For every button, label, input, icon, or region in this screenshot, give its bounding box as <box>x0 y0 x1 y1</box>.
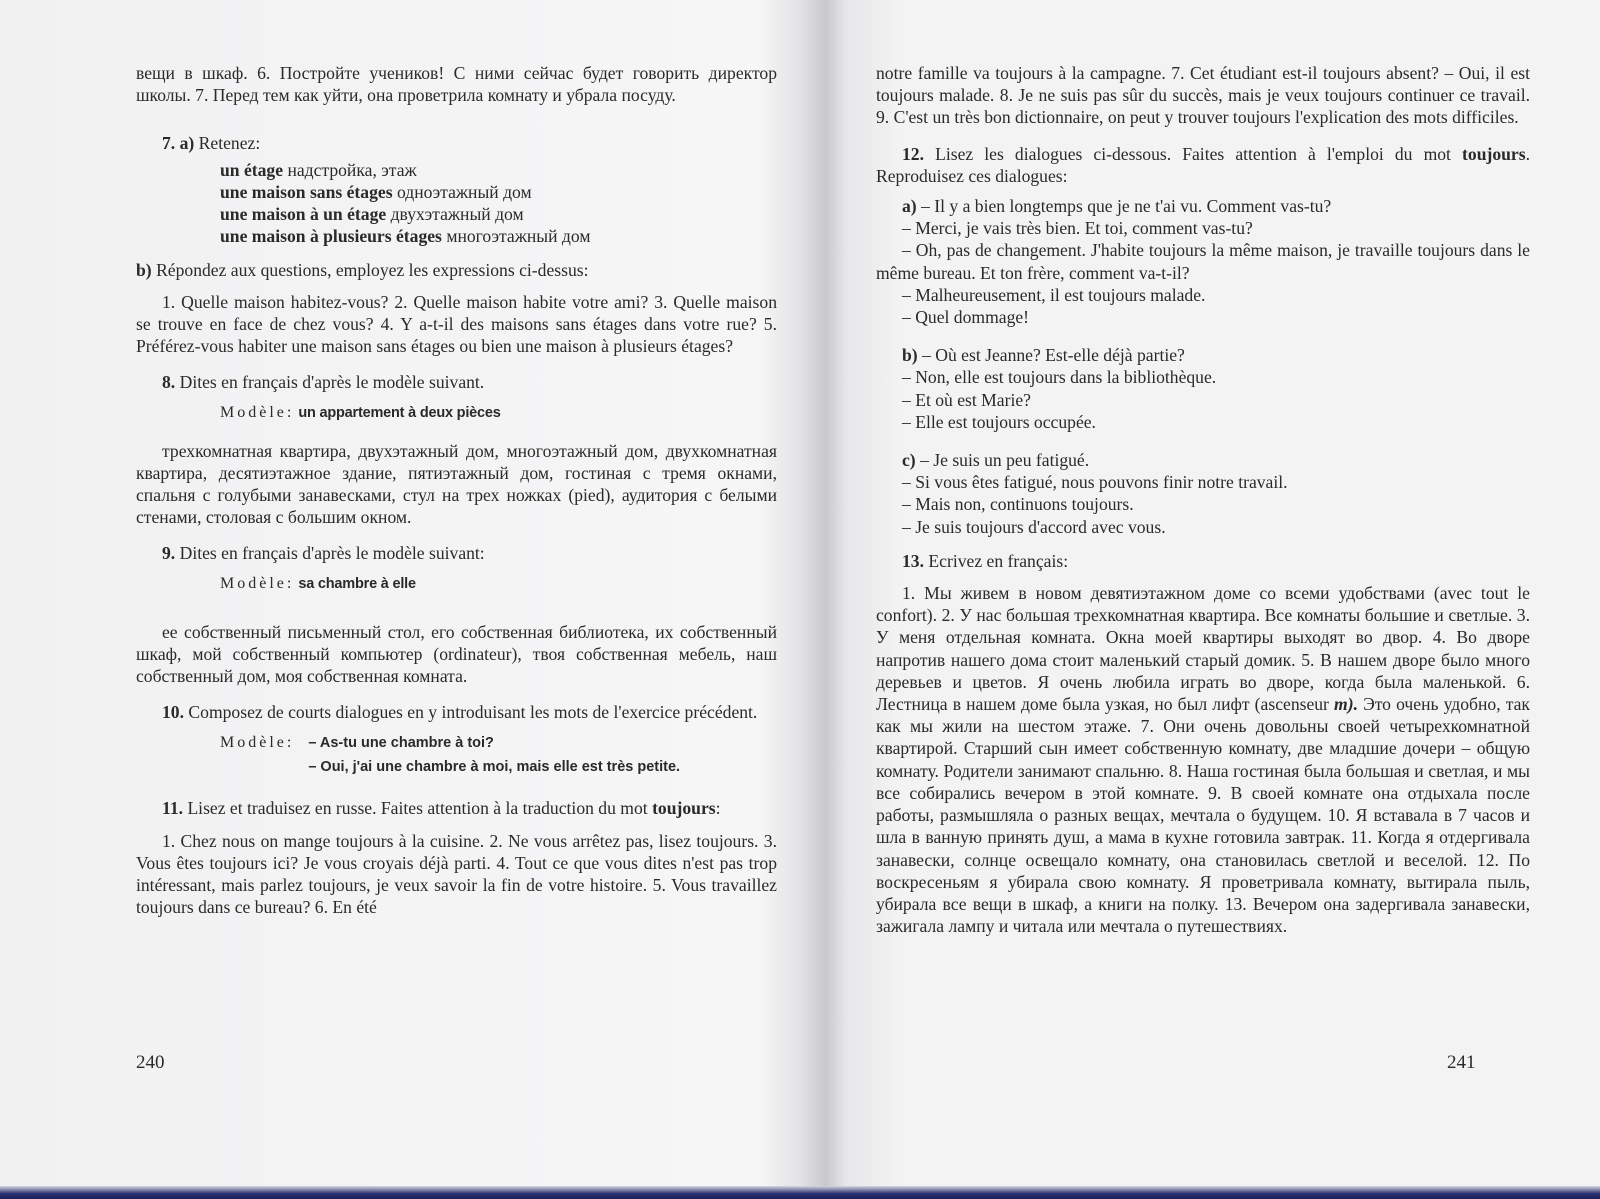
exercise-9-heading <box>136 542 777 564</box>
term-item: un étage надстройка, этаж <box>220 159 417 180</box>
keyword: toujours <box>652 798 716 819</box>
model-example: Modèle: un appartement à deux pièces <box>220 403 501 421</box>
model-example: Modèle: – As-tu une chambre à toi? – Oui, j'ai une chambre à moi, mais elle est très petite. <box>220 734 681 776</box>
exercise-13-body: 1. Мы живем в новом девятиэтажном доме со всеми удобствами (avec tout le confort). 2. У нас большая трехкомнатная квартира. Все комнаты большие и светлые. 3. У меня отдельная комната. Окна моей квартиры выходят во двор. 4. Во дворе напротив нашего дома стоит маленький старый домик. 5. В нашем дворе было много деревьев и цветов. Я очень любила играть во дворе, когда была маленькой. 6. Лестница в нашем доме была узкая, но был лифт (ascenseur m). Это очень удобно, так как мы жили на шестом этаже. 7. Они очень довольны своей четырехкомнатной квартирой. Старший сын имеет собственную комнату, две младшие дочери – общую комнату. Родители занимают спальню. 8. Наша гостиная была большая и светлая, и мы все собирались вечером в этой комнате. 9. В своей комнате она отдыхала после работы, размышляла о разных вещах, мечтала о будущем. 10. Я вставала в 7 часов и шла в ванную принять душ, а мама в кухне готовила завтрак. 11. Когда я отдергивала занавески, солнце освещало комнату, она становилась светлой и веселой. 12. По воскресеньям я убирала свою комнату. Я проветривала комнату, вытирала пыль, убирала все вещи в шкаф, а книги на полку. 13. Вечером она задергивала занавески, зажигала лампу и читала или мечтала о путешествиях. <box>876 583 1530 937</box>
term-list <box>220 159 777 247</box>
dialogue-a <box>876 195 1530 328</box>
page-number: 241 <box>1447 1052 1476 1073</box>
exercise-7b-heading <box>136 259 777 281</box>
right-page-text <box>876 62 1530 937</box>
continued-paragraph: вещи в шкаф. 6. Постройте учеников! С ними сейчас будет говорить директор школы. 7. Перед тем как уйти, она проветрила комнату и убрала посуду. <box>136 63 777 106</box>
exercise-8-heading <box>136 371 777 393</box>
dialogue-line: – Mais non, continuons toujours. <box>902 494 1134 515</box>
instruction: Dites en français d'après le modèle suivant: <box>179 543 485 564</box>
dialogue-c <box>876 449 1530 538</box>
model-example: Modèle: sa chambre à elle <box>220 574 416 592</box>
dialogue-line: – Et où est Marie? <box>902 389 1031 410</box>
term-item: une maison à un étage двухэтажный дом <box>220 203 524 224</box>
exercise-number: 11. <box>162 798 184 819</box>
dialogue-line: c) – Je suis un peu fatigué. <box>902 450 1090 471</box>
dialogue-line: – Non, elle est toujours dans la bibliothèque. <box>902 367 1217 388</box>
exercise-number: 7. <box>162 133 176 154</box>
dialogue-line: b) – Où est Jeanne? Est-elle déjà partie? <box>902 345 1185 366</box>
instruction: Répondez aux questions, employez les expressions ci-dessus: <box>156 259 589 280</box>
left-page-text <box>136 62 777 918</box>
sub-label: a) <box>179 133 195 154</box>
continued-paragraph: notre famille va toujours à la campagne. 7. Cet étudiant est-il toujours absent? – Oui, il est toujours malade. 8. Je ne suis pas sûr du succès, mais je veux toujours continuer ce travail. 9. C'est un très bon dictionnaire, on peut y trouver toujours l'explication des mots difficiles. <box>876 63 1530 128</box>
dialogue-line: – Elle est toujours occupée. <box>902 411 1096 432</box>
exercise-8-body: трехкомнатная квартира, двухэтажный дом, многоэтажный дом, двухкомнатная квартира, десятиэтажное здание, пятиэтажный дом, гостиная с тремя окнами, спальня с голубыми занавесками, стул на трех ножках (pied), аудитория с белыми стенами, столовая с большим окном. <box>136 440 777 528</box>
instruction: Retenez: <box>198 133 261 154</box>
dialogue-line: – Si vous êtes fatigué, nous pouvons finir notre travail. <box>902 472 1288 493</box>
instruction: Composez de courts dialogues en y introduisant les mots de l'exercice précédent. <box>188 702 758 723</box>
exercise-number: 13. <box>902 550 924 571</box>
exercise-7-questions: 1. Quelle maison habitez-vous? 2. Quelle maison habite votre ami? 3. Quelle maison se trouve en face de chez vous? 4. Y a-t-il des maisons sans étages dans votre rue? 5. Préférez-vous habiter une maison sans étages ou bien une maison à plusieurs étages? <box>136 291 777 357</box>
term-item: une maison à plusieurs étages многоэтажный дом <box>220 225 591 246</box>
dialogue-line: – Quel dommage! <box>902 307 1030 328</box>
instruction: Lisez et traduisez en russe. Faites attention à la traduction du mot <box>187 798 648 819</box>
exercise-number: 8. <box>162 372 176 393</box>
exercise-number: 9. <box>162 543 176 564</box>
dialogue-line: – Merci, je vais très bien. Et toi, comment vas-tu? <box>902 218 1253 239</box>
dialogue-line: – Je suis toujours d'accord avec vous. <box>902 516 1166 537</box>
exercise-9-body: ее собственный письменный стол, его собственная библиотека, их собственный шкаф, мой собственный компьютер (ordinateur), твоя собственная мебель, наш собственный дом, моя собственная комната. <box>136 621 777 687</box>
dialogue-line: – Malheureusement, il est toujours malade. <box>902 284 1206 305</box>
instruction: Dites en français d'après le modèle suivant. <box>179 372 485 393</box>
page-number: 240 <box>136 1052 165 1073</box>
exercise-11-body: 1. Chez nous on mange toujours à la cuisine. 2. Ne vous arrêtez pas, lisez toujours. 3. Vous êtes toujours ici? Je vous croyais déjà parti. 4. Tout ce que vous dites n'est pas trop intéressant, mais parlez toujours, je veux savoir la fin de votre histoire. 5. Vous travaillez toujours dans ce bureau? 6. En été <box>136 830 777 918</box>
exercise-number: 12. <box>902 143 924 164</box>
exercise-number: 10. <box>162 702 184 723</box>
exercise-7-heading <box>136 132 777 154</box>
book-edge <box>0 1186 1600 1199</box>
dialogue-line: a) – Il y a bien longtemps que je ne t'ai vu. Comment vas-tu? <box>902 196 1332 217</box>
exercise-10-heading <box>136 701 777 723</box>
keyword: toujours <box>1462 143 1526 164</box>
exercise-12-heading: 12. Lisez les dialogues ci-dessous. Faites attention à l'emploi du mot toujours. Reproduisez ces dialogues: <box>876 143 1530 186</box>
instruction: Ecrivez en français: <box>928 550 1069 571</box>
exercise-13-heading <box>876 550 1530 572</box>
term-item: une maison sans étages одноэтажный дом <box>220 181 532 202</box>
dialogue-line: – Oh, pas de changement. J'habite toujours la même maison, je travaille toujours dans le même bureau. Et ton frère, comment va-t-il? <box>876 240 1530 283</box>
sub-label: b) <box>136 259 152 280</box>
instruction: Lisez les dialogues ci-dessous. Faites attention à l'emploi du mot <box>935 143 1451 164</box>
dialogue-b <box>876 344 1530 433</box>
exercise-11-heading: 11. Lisez et traduisez en russe. Faites attention à la traduction du mot toujours: <box>162 798 721 819</box>
